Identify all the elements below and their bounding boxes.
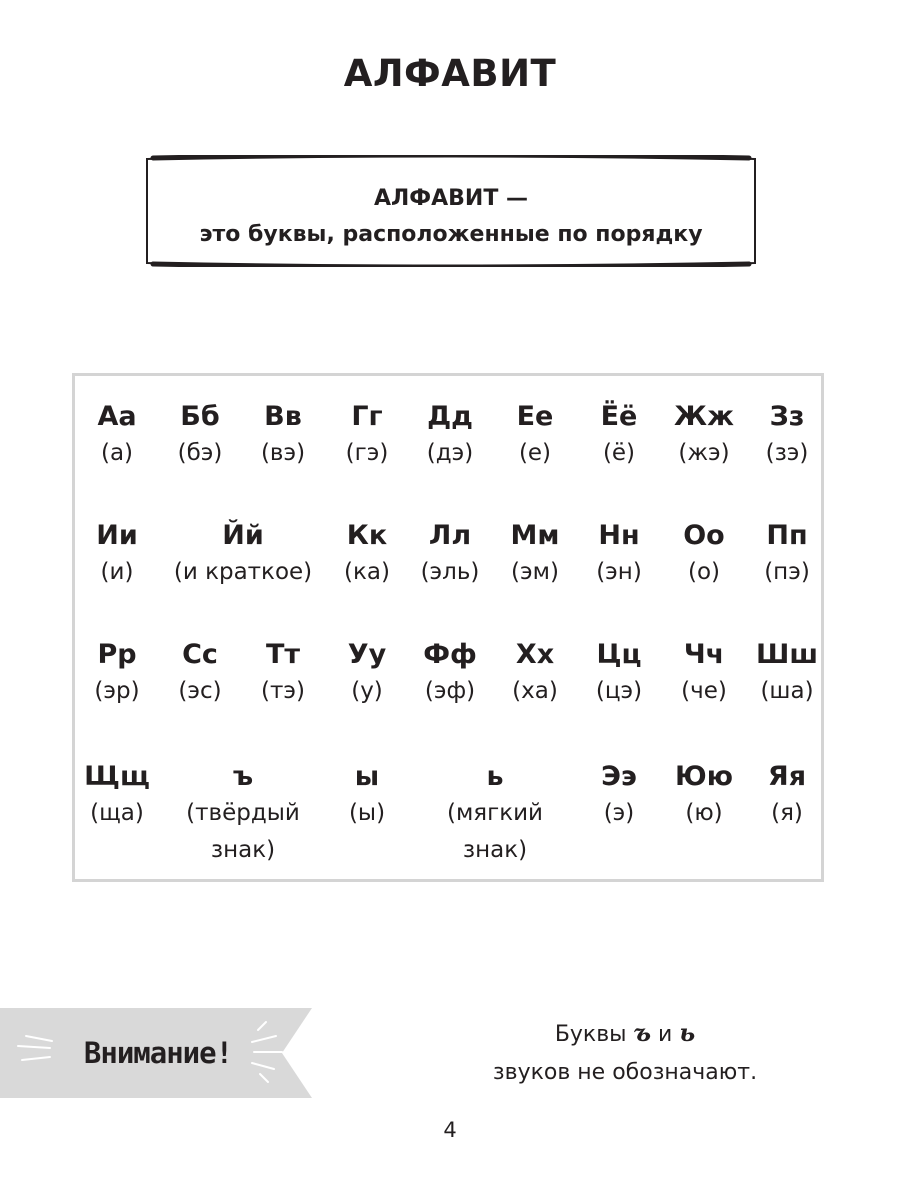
letter-cell [752,759,822,832]
letter-name: (че) [681,678,727,704]
letter-glyph: Ии [96,520,138,551]
note-conj: и [658,1022,673,1047]
letter-name: (ы) [348,800,386,826]
page-number: 4 [443,1118,457,1142]
letter-glyph: Бб [180,401,220,432]
letter-cell [584,518,654,591]
note-line-2: звуков не обозначают. [492,1060,758,1085]
letter-glyph: Вв [264,401,302,432]
letter-name: (дэ) [426,440,474,466]
definition-box [145,155,757,267]
letter-cell [752,518,822,591]
letter-name: (тэ) [261,678,305,704]
letter-cell [415,518,485,591]
letter-name: (эф) [424,678,476,704]
letter-name: (у) [351,678,383,704]
letter-glyph: Пп [766,520,808,551]
letter-name: (а) [100,440,134,466]
definition-term: АЛФАВИТ — [374,186,528,211]
letter-name: (вэ) [260,440,306,466]
letter-cell [332,759,402,832]
letter-glyph: ъ [232,761,254,792]
letter-glyph: Зз [769,401,805,432]
letter-glyph: Хх [515,639,555,670]
letter-cell [420,759,570,869]
letter-glyph: Нн [598,520,640,551]
letter-glyph: Шш [755,639,819,670]
letter-cell [667,759,741,832]
letter-name-line2: знак) [462,837,528,863]
letter-name: (и) [100,559,134,585]
letter-glyph: Аа [97,401,137,432]
letter-glyph: Жж [674,401,734,432]
letter-cell [667,637,741,710]
letter-glyph: Яя [767,761,807,792]
letter-cell [667,399,741,472]
note-line-1 [390,1014,860,1054]
letter-glyph: Йй [222,520,264,551]
letter-cell [500,399,570,472]
letter-cell [82,399,152,472]
letter-glyph: Оо [683,520,725,551]
letter-cell [248,637,318,710]
letter-cell [584,399,654,472]
letter-name: (эс) [178,678,222,704]
letter-name: (э) [603,800,635,826]
letter-cell [165,637,235,710]
letter-name: (эль) [420,559,480,585]
letter-cell [500,637,570,710]
letter-cell [161,518,325,591]
letter-cell [248,399,318,472]
letter-name: (о) [687,559,721,585]
letter-cell [165,759,321,869]
letter-glyph: Ёё [600,401,638,432]
alphabet-table [72,373,824,882]
letter-cell [415,637,485,710]
letter-name: (эн) [596,559,642,585]
attention-ribbon [0,1008,312,1098]
letter-cell [82,518,152,591]
letter-cell [500,518,570,591]
letter-name: (ха) [512,678,558,704]
letter-glyph: Гг [351,401,383,432]
letter-cell [584,759,654,832]
letter-glyph: Лл [428,520,472,551]
letter-name: (эр) [94,678,140,704]
letter-cell [667,518,741,591]
letter-glyph: Рр [97,639,137,670]
letter-name: (бэ) [177,440,223,466]
letter-cell [415,399,485,472]
letter-name: (зэ) [765,440,809,466]
letter-name: (эм) [511,559,559,585]
note-text [390,1014,860,1092]
letter-glyph: Мм [510,520,560,551]
page-title: АЛФАВИТ [343,52,557,95]
letter-name: (ка) [344,559,390,585]
letter-name: (ша) [760,678,814,704]
letter-name: (ща) [90,800,144,826]
letter-cell [332,399,402,472]
letter-glyph: Фф [423,639,477,670]
letter-cell [749,637,825,710]
letter-glyph: Цц [596,639,642,670]
letter-cell [332,518,402,591]
letter-name: (твёрдый [186,800,300,826]
letter-name: (я) [771,800,803,826]
letter-cell [82,637,152,710]
letter-glyph: Кк [346,520,388,551]
letter-glyph: Тт [265,639,301,670]
letter-glyph: ь [486,761,504,792]
letter-glyph: ы [354,761,380,792]
letter-glyph: Ее [516,401,554,432]
soft-sign: ь [679,1018,696,1047]
letter-name: (цэ) [595,678,643,704]
letter-glyph: Дд [427,401,473,432]
definition-text [145,181,757,253]
letter-name: (е) [518,440,552,466]
letter-cell [332,637,402,710]
hard-sign: ъ [633,1018,652,1047]
letter-name: (жэ) [678,440,730,466]
note-prefix: Буквы [554,1022,627,1047]
letter-name-line2: знак) [210,837,276,863]
letter-cell [584,637,654,710]
letter-glyph: Чч [683,639,725,670]
letter-glyph: Щщ [84,761,150,792]
letter-cell [165,399,235,472]
letter-glyph: Сс [182,639,218,670]
letter-cell [752,399,822,472]
letter-name: (ю) [685,800,723,826]
letter-name: (ё) [602,440,636,466]
letter-glyph: Ээ [601,761,637,792]
letter-cell [78,759,156,832]
letter-glyph: Юю [675,761,733,792]
letter-name: (мягкий [446,800,544,826]
letter-name: (гэ) [345,440,389,466]
definition-description: это буквы, расположенные по порядку [199,222,703,247]
letter-glyph: Уу [347,639,387,670]
attention-label: Внимание! [83,1036,233,1070]
letter-name: (пэ) [764,559,810,585]
letter-name: (и краткое) [173,559,313,585]
